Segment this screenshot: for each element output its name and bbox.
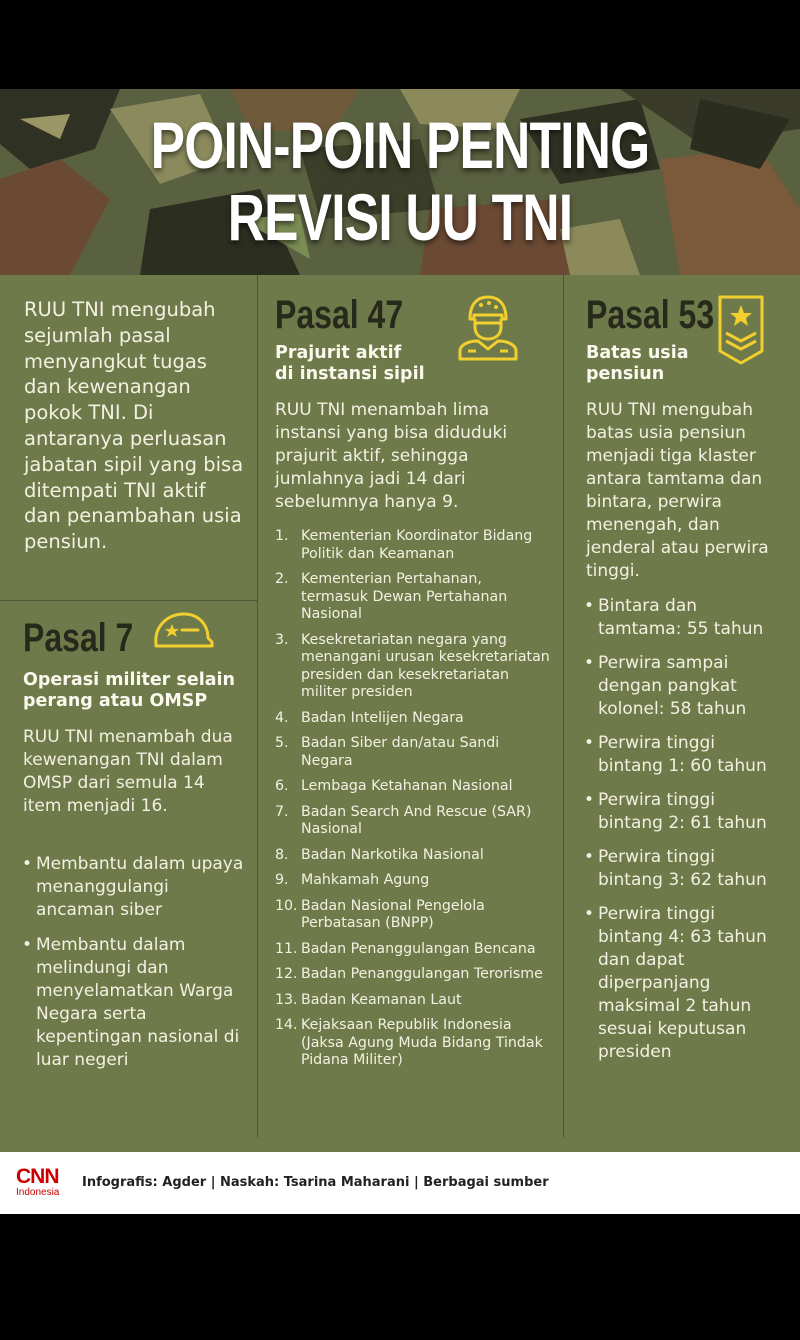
list-item [275, 528, 553, 563]
pasal-7-body: RUU TNI menambah dua kewenangan TNI dalam OMSP dari semula 14 item menjadi 16. [23, 727, 233, 816]
rank-insignia-icon [716, 293, 766, 367]
list-item-number: 10. [275, 897, 298, 914]
pasal-7-title: Pasal 7 [23, 616, 134, 660]
footer [0, 1152, 800, 1214]
pasal-53-subtitle [586, 343, 706, 385]
section-divider [0, 600, 257, 601]
pasal-47-subtitle-line-2: di instansi sipil [275, 364, 425, 384]
list-item [275, 632, 553, 702]
list-item: • Perwira tinggi bintang 3: 62 tahun [584, 846, 784, 892]
list-item-text: Badan Keamanan Laut [301, 991, 462, 1008]
pasal-53-title: Pasal 53 [586, 293, 715, 337]
list-item-text: Lembaga Ketahanan Nasional [301, 778, 513, 794]
list-item-text: Kementerian Pertahanan, termasuk Dewan Pertahanan Nasional [301, 571, 508, 622]
list-item-text: Badan Siber dan/atau Sandi Negara [301, 735, 500, 769]
title-line-1: POIN-POIN PENTING [150, 108, 650, 182]
list-item-text: Kejaksaan Republik Indonesia (Jaksa Agung Muda Bidang Tindak Pidana Militer) [301, 1017, 543, 1068]
helmet-icon [150, 608, 214, 654]
soldier-icon [456, 293, 520, 363]
list-item [275, 735, 553, 770]
pasal-7-subtitle: Operasi militer selain perang atau OMSP [23, 670, 235, 711]
pasal-53-bullets [584, 595, 784, 1064]
title-line-2: REVISI UU TNI [227, 180, 573, 254]
list-item: • Bintara dan tamtama: 55 tahun [584, 595, 784, 641]
list-item [275, 872, 553, 890]
list-item [275, 571, 553, 624]
list-item [275, 804, 553, 839]
list-item-number: 6. [275, 778, 289, 794]
list-item-number: 9. [275, 872, 289, 888]
list-item [275, 941, 553, 959]
pasal-7-bullets [22, 853, 244, 1072]
list-item-number: 1. [275, 528, 289, 544]
list-item-text: Badan Narkotika Nasional [301, 846, 484, 863]
list-item-number: 5. [275, 735, 289, 751]
header-banner [0, 89, 800, 275]
list-item-text: Badan Intelijen Negara [301, 709, 464, 726]
list-item-number: 2. [275, 571, 289, 587]
column-divider-2 [563, 275, 564, 1137]
list-item [275, 1017, 553, 1070]
list-item: • Perwira tinggi bintang 4: 63 tahun dan dapat diperpanjang maksimal 2 tahun sesuai keputusan presiden [584, 903, 784, 1064]
list-item: • Perwira tinggi bintang 2: 61 tahun [584, 789, 784, 835]
list-item [275, 778, 553, 796]
credit-text: Infografis: Agder | Naskah: Tsarina Maharani | Berbagai sumber [82, 1175, 549, 1190]
logo-text: CNN [16, 1165, 59, 1188]
list-item-number: 12. [275, 966, 298, 982]
list-item: • Perwira tinggi bintang 1: 60 tahun [584, 732, 784, 778]
list-item [275, 710, 553, 728]
pasal-53-body: RUU TNI mengubah batas usia pensiun menjadi tiga klaster antara tamtama dan bintara, perwira menengah, dan jenderal atau perwira tinggi. [586, 400, 769, 581]
list-item-text: Badan Nasional Pengelola Perbatasan (BNPP) [301, 897, 485, 931]
pasal-47-subtitle-line-1: Prajurit aktif [275, 343, 402, 363]
list-item-number: 8. [275, 846, 289, 863]
logo-subtext: Indonesia [16, 1187, 60, 1198]
list-item [275, 847, 553, 865]
list-item-number: 4. [275, 709, 289, 726]
list-item-text: Badan Search And Rescue (SAR) Nasional [301, 803, 532, 837]
cnn-indonesia-logo[interactable] [16, 1166, 64, 1200]
pasal-47-subtitle [275, 343, 455, 385]
column-divider-1 [257, 275, 258, 1137]
list-item-number: 13. [275, 991, 298, 1008]
list-item: • Membantu dalam melindungi dan menyelamatkan Warga Negara serta kepentingan nasional di luar negeri [22, 934, 244, 1072]
list-item-text: Badan Penanggulangan Bencana [301, 940, 536, 957]
pasal-47-body: RUU TNI menambah lima instansi yang bisa diduduki prajurit aktif, sehingga jumlahnya jadi 14 dari sebelumnya hanya 9. [275, 400, 508, 512]
list-item [275, 966, 553, 984]
pasal-47-title: Pasal 47 [275, 293, 404, 337]
intro-text: RUU TNI mengubah sejumlah pasal menyangkut tugas dan kewenangan pokok TNI. Di antaranya perluasan jabatan sipil yang bisa ditempati TNI aktif dan penambahan usia pensiun. [24, 298, 244, 554]
list-item-text: Badan Penanggulangan Terorisme [301, 966, 543, 982]
list-item [275, 898, 553, 933]
content-area [0, 275, 800, 1152]
instansi-list [275, 528, 553, 1070]
list-item-number: 14. [275, 1017, 298, 1033]
list-item-text: Kesekretariatan negara yang menangani urusan kesekretariatan presiden dan kesekretariatan militer presiden [301, 631, 550, 700]
list-item-text: Mahkamah Agung [301, 872, 430, 888]
list-item-number: 11. [275, 940, 298, 957]
list-item-number: 3. [275, 631, 289, 648]
list-item: • Membantu dalam upaya menanggulangi ancaman siber [22, 853, 244, 922]
list-item-text: Kementerian Koordinator Bidang Politik dan Keamanan [301, 528, 533, 562]
pasal-53-subtitle-line-1: Batas usia [586, 343, 689, 363]
list-item-number: 7. [275, 803, 289, 820]
pasal-53-subtitle-line-2: pensiun [586, 364, 665, 384]
list-item: • Perwira sampai dengan pangkat kolonel: 58 tahun [584, 652, 784, 721]
page-title [88, 109, 712, 253]
list-item [275, 992, 553, 1010]
